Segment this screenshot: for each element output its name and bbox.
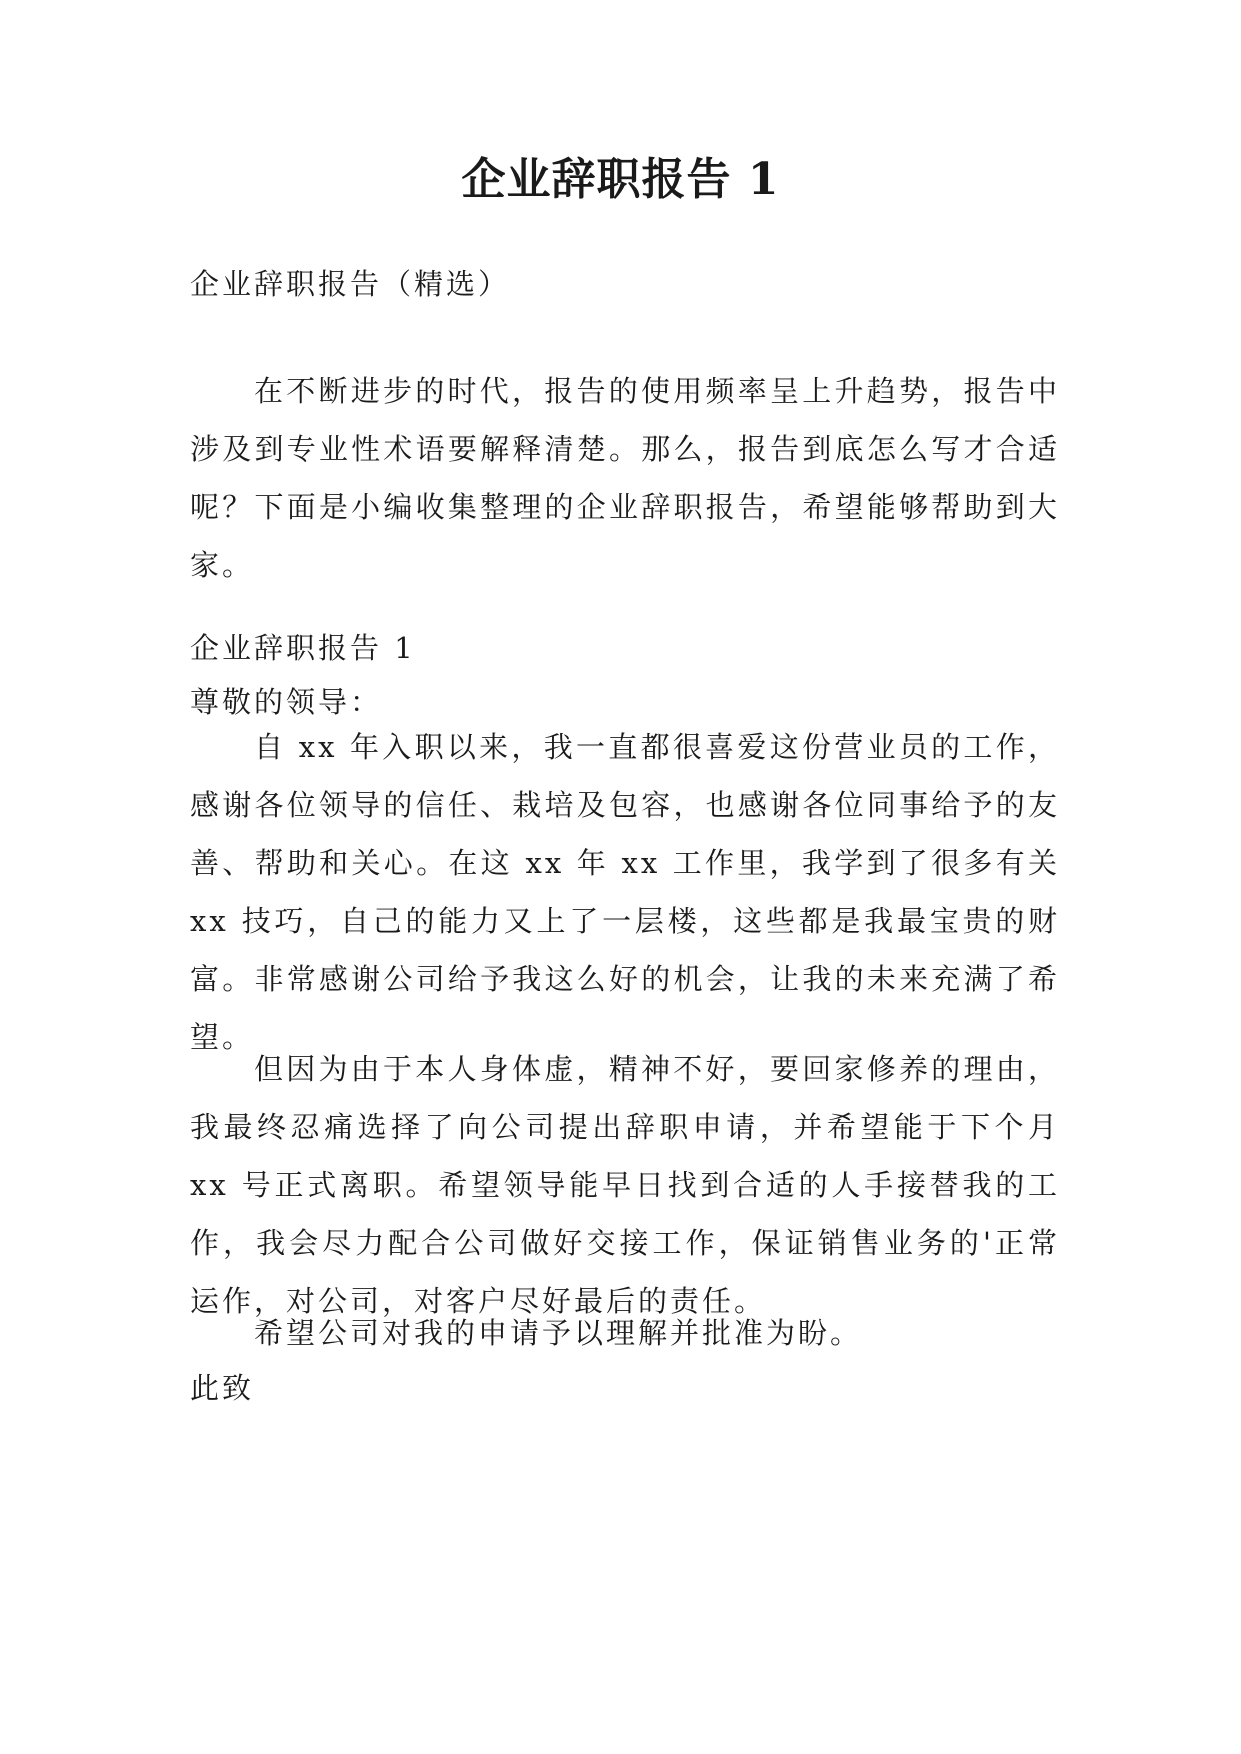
closing-line: 此致 [190, 1371, 255, 1405]
section-heading: 企业辞职报告 1 [190, 631, 416, 665]
body-paragraph-1: 自 xx 年入职以来，我一直都很喜爱这份营业员的工作，感谢各位领导的信任、栽培及包容，也感谢各位同事给予的友善、帮助和关心。在这 xx 年 xx 工作里，我学到了很多有关 xx 技巧，自己的能力又上了一层楼，这些都是我最宝贵的财富。非常感谢公司给予我这么好的机会，让我的未来充满了希望。 [190, 730, 1060, 1054]
salutation: 尊敬的领导： [190, 685, 383, 719]
body-paragraph-2: 但因为由于本人身体虚，精神不好，要回家修养的理由，我最终忍痛选择了向公司提出辞职申请，并希望能于下个月 xx 号正式离职。希望领导能早日找到合适的人手接替我的工作，我会尽力配合公司做好交接工作，保证销售业务的'正常运作，对公司，对客户尽好最后的责任。 [190, 1052, 1060, 1318]
document-title: 企业辞职报告 1 [461, 154, 780, 205]
body-paragraph-3: 希望公司对我的申请予以理解并批准为盼。 [254, 1316, 863, 1350]
intro-paragraph: 在不断进步的时代，报告的使用频率呈上升趋势，报告中涉及到专业性术语要解释清楚。那么，报告到底怎么写才合适呢？下面是小编收集整理的企业辞职报告，希望能够帮助到大家。 [190, 374, 1060, 582]
document-subtitle: 企业辞职报告（精选） [190, 267, 511, 301]
